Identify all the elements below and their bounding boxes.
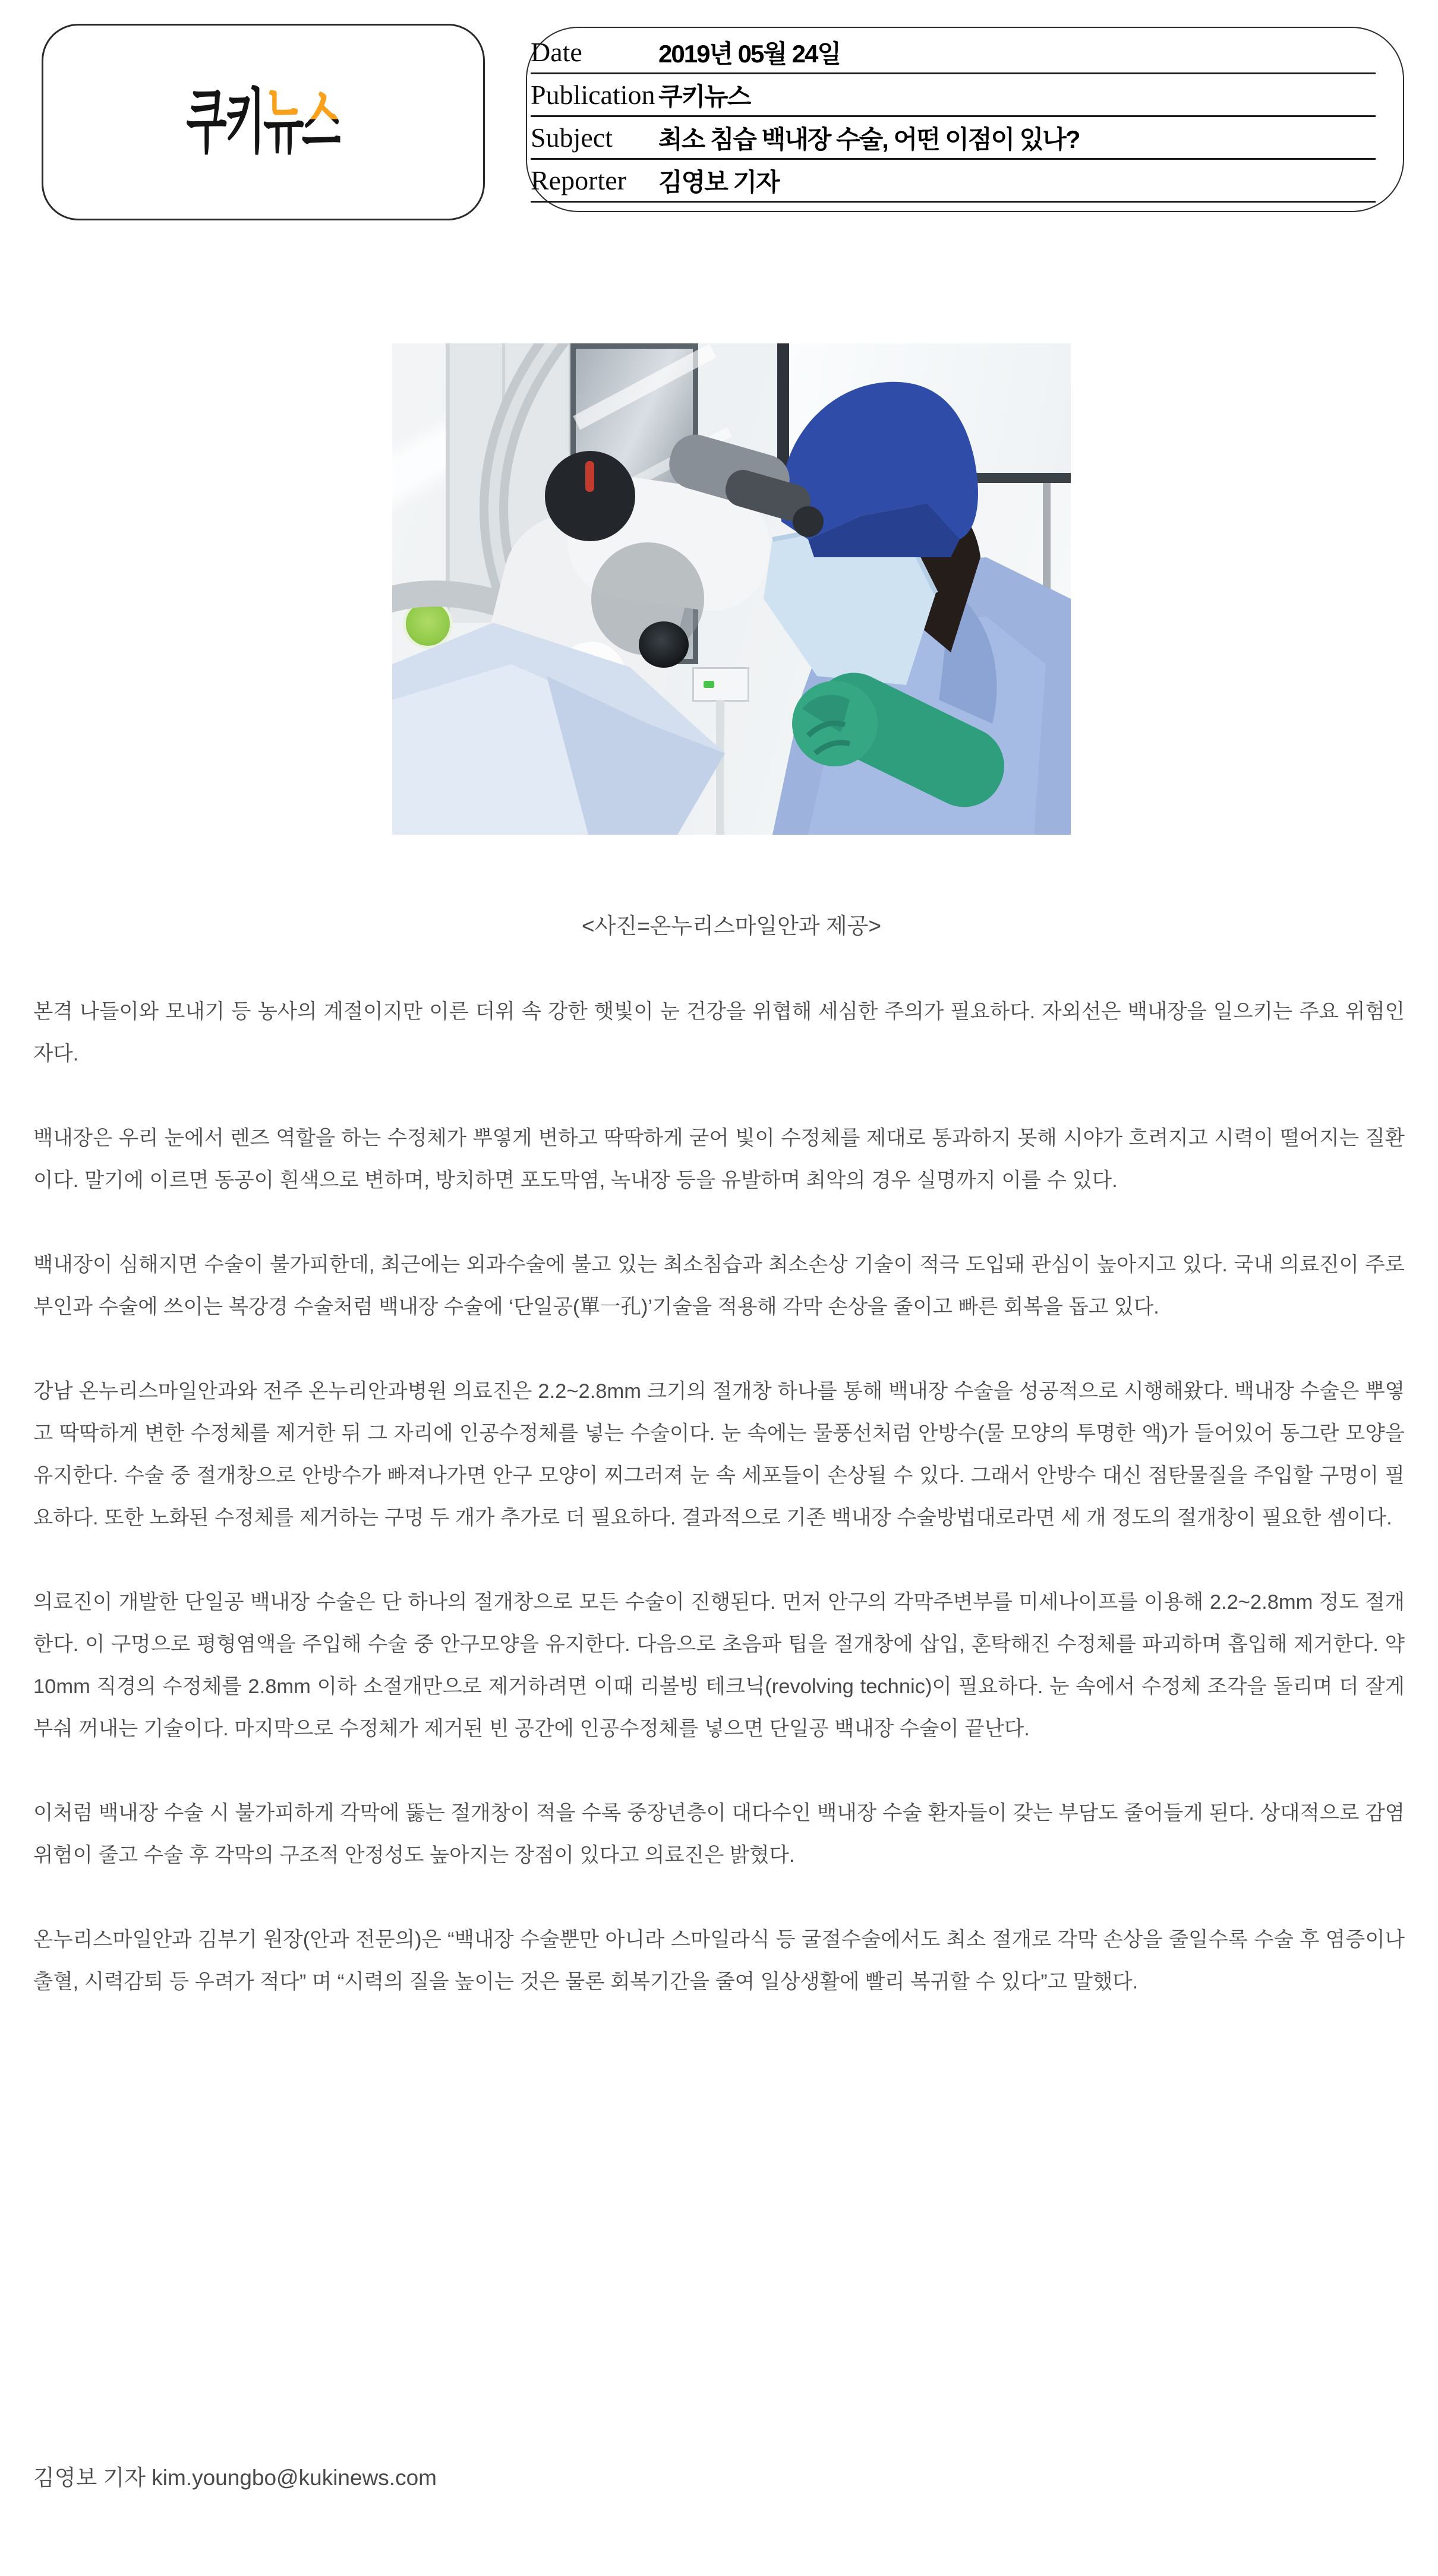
- info-value: 2019년 05월 24일: [658, 39, 840, 68]
- article-paragraph: 본격 나들이와 모내기 등 농사의 계절이지만 이른 더위 속 강한 햇빛이 눈 건강을 위협해 세심한 주의가 필요하다. 자외선은 백내장을 일으키는 주요 위험인자다.: [33, 1000, 1405, 1065]
- info-value: 김영보 기자: [658, 168, 779, 196]
- article-body: [33, 991, 1405, 2045]
- logo-black-part: 쿠키: [186, 83, 263, 162]
- article-photo: [392, 343, 1071, 835]
- info-value: 쿠키뉴스: [658, 82, 750, 111]
- article-paragraph: 온누리스마일안과 김부기 원장(안과 전문의)은 “백내장 수술뿐만 아니라 스마일라식 등 굴절수술에서도 최소 절개로 각막 손상을 줄일수록 수술 후 염증이나 출혈, 시력감퇴 등 우려가 적다” 며 “시력의 질을 높이는 것은 물론 회복기간을 줄여 일상생활에 빨리 복귀할 수 있다”고 말했다.: [33, 1928, 1405, 1993]
- reporter-byline: 김영보 기자 kim.youngbo@kukinews.com: [33, 2465, 437, 2490]
- article-paragraph: 백내장은 우리 눈에서 렌즈 역할을 하는 수정체가 뿌옇게 변하고 딱딱하게 굳어 빛이 수정체를 제대로 통과하지 못해 시야가 흐려지고 시력이 떨어지는 질환이다. 말기에 이르면 동공이 흰색으로 변하며, 방치하면 포도막염, 녹내장 등을 유발하며 최악의 경우 실명까지 이를 수 있다.: [33, 1127, 1405, 1192]
- article-paragraph: 이처럼 백내장 수술 시 불가피하게 각막에 뚫는 절개창이 적을 수록 중장년층이 대다수인 백내장 수술 환자들이 갖는 부담도 줄어들게 된다. 상대적으로 감염 위험이 줄고 수술 후 각막의 구조적 안정성도 높아지는 장점이 있다고 의료진은 밝혔다.: [33, 1802, 1405, 1867]
- article-paragraph: 의료진이 개발한 단일공 백내장 수술은 단 하나의 절개창으로 모든 수술이 진행된다. 먼저 안구의 각막주변부를 미세나이프를 이용해 2.2~2.8mm 정도 절개한다. 이 구멍으로 평형염액을 주입해 수술 중 안구모양을 유지한다. 다음으로 초음파 팁을 절개창에 삽입, 혼탁해진 수정체를 파괴하며 흡입해 제거한다. 약 10mm 직경의 수정체를 2.8mm 이하 소절개만으로 제거하려면 이때 리볼빙 테크닉(revolving technic)이 필요하다. 눈 속에서 수정체 조각을 돌리며 더 잘게 부숴 꺼내는 기술이다. 마지막으로 수정체가 제거된 빈 공간에 인공수정체를 넣으면 단일공 백내장 수술이 끝난다.: [33, 1591, 1405, 1740]
- info-row-date: [531, 31, 1376, 74]
- clipping-info-table: [526, 27, 1404, 212]
- logo-accent-part: 뉴스: [263, 83, 340, 162]
- info-value: 최소 침습 백내장 수술, 어떤 이점이 있나?: [658, 125, 1080, 153]
- article-paragraph: 백내장이 심해지면 수술이 불가피한데, 최근에는 외과수술에 불고 있는 최소침습과 최소손상 기술이 적극 도입돼 관심이 높아지고 있다. 국내 의료진이 주로 부인과 수술에 쓰이는 복강경 수술처럼 백내장 수술에 ‘단일공(單一孔)’기술을 적용해 각막 손상을 줄이고 빠른 회복을 돕고 있다.: [33, 1254, 1405, 1318]
- info-row-publication: [531, 74, 1376, 117]
- kukinews-logo: [186, 83, 340, 162]
- info-row-reporter: [531, 160, 1376, 203]
- photo-caption: <사진=온누리스마일안과 제공>: [581, 914, 881, 938]
- info-label: Publication: [531, 80, 655, 110]
- surgical-drape: [392, 623, 725, 835]
- info-label: Date: [531, 37, 582, 67]
- info-row-subject: [531, 117, 1376, 160]
- info-label: Subject: [531, 122, 613, 153]
- article-paragraph: 강남 온누리스마일안과와 전주 온누리안과병원 의료진은 2.2~2.8mm 크기의 절개창 하나를 통해 백내장 수술을 성공적으로 시행해왔다. 백내장 수술은 뿌옇고 딱딱하게 변한 수정체를 제거한 뒤 그 자리에 인공수정체를 넣는 수술이다. 눈 속에는 물풍선처럼 안방수(물 모양의 투명한 액)가 들어있어 동그란 모양을 유지한다. 수술 중 절개창으로 안방수가 빠져나가면 안구 모양이 찌그러져 눈 속 세포들이 손상될 수 있다. 그래서 안방수 대신 점탄물질을 주입할 구멍이 필요하다. 또한 노화된 수정체를 제거하는 구멍 두 개가 추가로 더 필요하다. 결과적으로 기존 백내장 수술방법대로라면 세 개 정도의 절개창이 필요한 셈이다.: [33, 1380, 1405, 1529]
- kukinews-logo-box: [42, 24, 485, 220]
- info-label: Reporter: [531, 165, 626, 195]
- drape-and-glove: [392, 343, 1071, 835]
- green-glove: [792, 659, 1017, 820]
